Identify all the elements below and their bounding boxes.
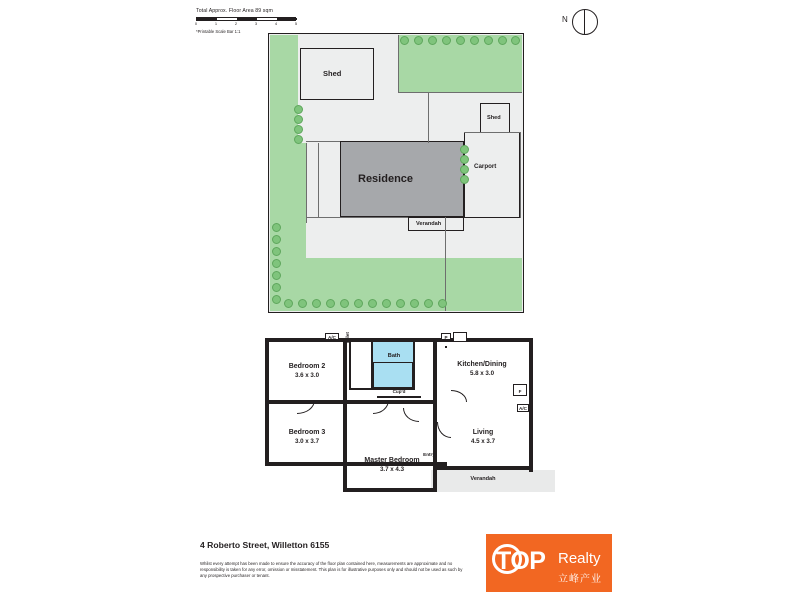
shrub-icon xyxy=(428,36,437,45)
floor-plan xyxy=(255,330,555,515)
wall-hall-bottom xyxy=(343,400,437,404)
sink-box xyxy=(453,332,467,342)
shrub-icon xyxy=(354,299,363,308)
logo-realty-word: Realty xyxy=(558,550,601,567)
shrub-icon xyxy=(294,105,303,114)
room-name: Bedroom 3 xyxy=(288,429,326,436)
shrub-icon xyxy=(460,175,469,184)
verandah-label: Verandah xyxy=(416,221,442,227)
shrub-icon xyxy=(396,299,405,308)
room-label-entry xyxy=(411,450,447,459)
site-line xyxy=(428,92,429,143)
shrub-icon xyxy=(382,299,391,308)
scale-tick: 2 xyxy=(234,21,238,26)
total-area-label: Total Approx. Floor Area 89 sqm xyxy=(196,8,273,14)
room-dim: 5.8 x 3.0 xyxy=(469,370,495,377)
shrub-icon xyxy=(294,115,303,124)
disclaimer-text: Whilst every attempt has been made to ensure the accuracy of the floor plan contained here, measurements are approximate and no responsibility is taken for any error, omission or misstatement. This plan is for illustrative purposes only and should not be used as such by any prospective purchaser or tenant. xyxy=(200,561,463,579)
shrub-icon xyxy=(294,125,303,134)
shrub-icon xyxy=(442,36,451,45)
shrub-icon xyxy=(272,271,281,280)
door-kitchen xyxy=(445,346,447,348)
carport-area xyxy=(464,132,520,218)
room-name: Bedroom 2 xyxy=(288,363,326,370)
room-dim: 3.0 x 3.7 xyxy=(294,438,320,445)
room-label-toilet xyxy=(343,334,352,344)
fridge-label: F xyxy=(518,389,522,394)
room-fill-toilet xyxy=(351,342,373,390)
site-line xyxy=(318,143,319,217)
room-dim: 4.5 x 3.7 xyxy=(470,438,496,445)
site-line xyxy=(398,92,522,93)
room-name: Verandah xyxy=(470,476,496,482)
pantry-label: P xyxy=(444,335,448,340)
site-line xyxy=(520,132,521,218)
ac-left-label: A/C xyxy=(328,335,336,340)
site-line xyxy=(445,217,446,311)
room-name: Kitchen/Dining xyxy=(457,361,507,368)
wall-living-bottom xyxy=(433,466,533,470)
shrub-icon xyxy=(424,299,433,308)
wall-bath-right xyxy=(413,338,415,390)
shrub-icon xyxy=(460,165,469,174)
compass-north-label: N xyxy=(562,15,568,24)
site-line xyxy=(398,35,399,92)
room-dim: 3.6 x 3.0 xyxy=(294,372,320,379)
wall-exterior-right xyxy=(529,338,533,472)
room-label-verandah xyxy=(443,475,523,484)
property-address: 4 Roberto Street, Willetton 6155 xyxy=(200,540,330,550)
shrub-icon xyxy=(470,36,479,45)
site-line xyxy=(306,143,307,223)
scale-ticks xyxy=(196,21,296,28)
scale-note: *Printable Scale Bar 1:1 xyxy=(196,29,241,34)
ac-right-label: A/C xyxy=(519,406,527,411)
shrub-icon xyxy=(340,299,349,308)
shrub-icon xyxy=(511,36,520,45)
room-name: Entry xyxy=(423,452,435,457)
shed-main-label: Shed xyxy=(323,69,342,78)
verandah-step xyxy=(531,470,555,492)
room-label-living xyxy=(437,428,529,446)
scale-tick: 1 xyxy=(214,21,218,26)
room-name: Cup'd xyxy=(392,389,406,394)
room-name: Bath xyxy=(387,353,401,359)
lawn-area-west xyxy=(270,143,306,223)
room-name: Master Bedroom xyxy=(364,457,420,464)
room-label-bedroom2 xyxy=(269,362,345,380)
site-line xyxy=(306,141,340,142)
scale-block xyxy=(196,8,336,34)
wall-exterior-top xyxy=(265,338,533,342)
shrub-icon xyxy=(460,145,469,154)
shrub-icon xyxy=(272,247,281,256)
shrub-icon xyxy=(272,283,281,292)
room-name: Living xyxy=(472,429,494,436)
carport-label: Carport xyxy=(474,163,497,170)
site-line xyxy=(464,132,520,133)
shrub-icon xyxy=(272,235,281,244)
shrub-icon xyxy=(400,36,409,45)
room-label-bedroom3 xyxy=(269,428,345,446)
shrub-icon xyxy=(414,36,423,45)
wall-toilet-left xyxy=(349,338,351,390)
shrub-icon xyxy=(312,299,321,308)
scale-tick: 0 xyxy=(194,21,198,26)
room-name: Toilet xyxy=(345,332,350,344)
shrub-icon xyxy=(460,155,469,164)
agency-logo[interactable] xyxy=(486,534,612,592)
wall-cupboard xyxy=(377,396,421,398)
shrub-icon xyxy=(294,135,303,144)
shower-box xyxy=(373,362,413,388)
scale-tick: 4 xyxy=(274,21,278,26)
room-label-bath xyxy=(373,352,415,361)
shrub-icon xyxy=(456,36,465,45)
shrub-icon xyxy=(484,36,493,45)
wall-master-bottom xyxy=(343,488,437,492)
site-plan xyxy=(268,33,524,313)
shed-small-label: Shed xyxy=(487,115,501,121)
lawn-area-southeast xyxy=(445,258,522,311)
shrub-icon xyxy=(410,299,419,308)
shrub-icon xyxy=(368,299,377,308)
scale-tick: 3 xyxy=(254,21,258,26)
shrub-icon xyxy=(272,295,281,304)
site-line xyxy=(306,217,408,218)
room-label-kitchen xyxy=(435,360,529,378)
shrub-icon xyxy=(272,259,281,268)
logo-chinese-word: 立峰产业 xyxy=(558,574,602,585)
shrub-icon xyxy=(326,299,335,308)
room-label-cupboard xyxy=(377,387,421,396)
shrub-icon xyxy=(272,223,281,232)
shrub-icon xyxy=(498,36,507,45)
compass-icon xyxy=(562,6,596,40)
logo-top-word: TOP xyxy=(496,547,546,575)
residence-label: Residence xyxy=(358,173,414,185)
shrub-icon xyxy=(438,299,447,308)
room-dim: 3.7 x 4.3 xyxy=(379,466,405,473)
scale-tick: 5 xyxy=(294,21,298,26)
wall-toilet-bottom xyxy=(349,388,373,390)
shrub-icon xyxy=(284,299,293,308)
shrub-icon xyxy=(298,299,307,308)
